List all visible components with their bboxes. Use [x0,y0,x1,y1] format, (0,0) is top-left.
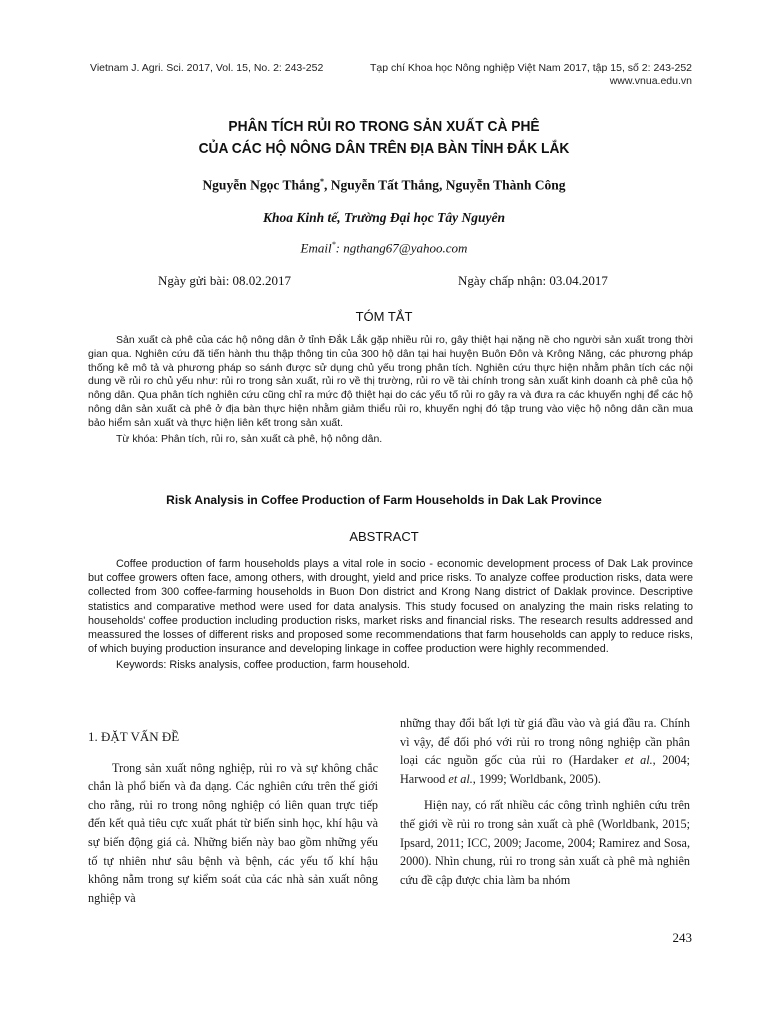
vn-abstract-heading: TÓM TẮT [355,309,413,324]
et-al: et al. [448,771,473,786]
journal-citation-en: Vietnam J. Agri. Sci. 2017, Vol. 15, No. 2: 243-252 [90,62,324,74]
vn-abstract [88,334,693,446]
email-line [0,240,768,256]
en-abstract-body: Coffee production of farm households plays a vital role in socio - economic development process of Dak Lak province but coffee growers often face, among others, with drought, yield and price risks. To analyze coffee production risks, data were collected from 300 coffee-farming households in Buon Don district and Krong Nang district of Daklak province. Descriptive statistics and comparative method were used for data analysis. This study focused on analyzing the main risks relating to households' coffee production including production risks, market risks and financial risks. The research results addressed and meassured the losses of different risks and proposed some recommendations that farm households can apply to reduce risks, of which buying production insurance and developing linkage in coffee production were highly recommended. [88,558,693,656]
paper-title-line2: CỦA CÁC HỘ NÔNG DÂN TRÊN ĐỊA BÀN TỈNH ĐẮK LẮK [198,140,570,157]
et-al: et al. [624,753,653,768]
body-paragraph: Hiện nay, có rất nhiều các công trình nghiên cứu trên thế giới về rủi ro trong sản xuất cà phê (Worldbank, 2015; Ipsard, 2011; ICC, 2009; Jacome, 2004; Ramirez and Sosa, 2000). Nhìn chung, rủi ro trong sản xuất cà phê mà nghiên cứu đề cập được chia làm ba nhóm [400,798,690,887]
author-mark: * [319,177,324,186]
author-first: Nguyễn Ngọc Thắng [202,177,320,193]
email-label: Email [300,240,332,256]
body-column-left [88,728,378,907]
email-mark: * [331,240,336,249]
paper-title-line1: PHÂN TÍCH RỦI RO TRONG SẢN XUẤT CÀ PHÊ [228,118,540,135]
journal-citation-vn-line: Tạp chí Khoa học Nông nghiệp Việt Nam 2017, tập 15, số 2: 243-252 [369,62,692,74]
en-abstract [88,557,693,673]
body-text: , 2004; Harwood [400,753,690,786]
section-heading: 1. ĐẶT VẤN ĐỀ [88,729,180,744]
vn-abstract-body: Sản xuất cà phê của các hộ nông dân ở tỉnh Đắk Lắk gặp nhiều rủi ro, gây thiệt hại nặng nề cho người sản xuất trong thời gian qua. Nghiên cứu đã tiến hành thu thập thông tin của 300 hộ dân tại hai huyện Buôn Đôn và Krông Năng, các phương pháp thống kê mô tả và phương pháp so sánh được sử dụng chủ yếu trong phân tích. Nghiên cứu thực hiện nhằm phân tích các nội dung về rủi ro chủ yếu như: rủi ro trong sản xuất, rủi ro về thị trường, rủi ro về tài chính trong sản xuất kinh doanh cà phê của hộ nông dân. Qua phân tích nghiên cứu cũng chỉ ra mức độ thiệt hại do các yếu tố rủi ro gây ra và đưa ra các khuyến nghị để các hộ nông dân sản xuất cà phê ở địa bàn thực hiện nhằm giảm thiểu rủi ro, khuyến nghị đó tập trung vào việc hộ nông dân cần mua bảo hiểm sản xuất và thực hiện liên kết trong sản xuất. [88,334,693,429]
body-paragraph-continued [400,714,690,788]
authors [0,177,768,194]
body-text: những thay đổi bất lợi từ giá đầu vào và giá đầu ra. Chính vì vậy, để đối phó với rủi ro trong nông nghiệp cần phân loại các nguồn gốc của rủi ro (Hardaker [400,716,690,768]
email-address[interactable]: : ngthang67@yahoo.com [335,240,468,256]
en-keywords: Keywords: Risks analysis, coffee production, farm household. [116,659,410,672]
body-text: , 1999; Worldbank, 2005). [472,771,601,786]
english-title: Risk Analysis in Coffee Production of Farm Households in Dak Lak Province [166,493,602,507]
date-sent: Ngày gửi bài: 08.02.2017 [158,273,292,288]
en-abstract-heading: ABSTRACT [349,529,419,544]
paper-title [31,116,738,160]
body-column-right [400,714,690,889]
date-accepted: Ngày chấp nhận: 03.04.2017 [458,273,608,288]
affiliation: Khoa Kinh tế, Trường Đại học Tây Nguyên [262,210,506,225]
page-number: 243 [672,930,692,945]
journal-citation-vn [370,62,692,88]
body-paragraph: Trong sản xuất nông nghiệp, rủi ro và sự không chắc chắn là phổ biến và đa dạng. Các nghiên cứu trên thế giới cho rằng, rủi ro trong nông nghiệp có liên quan trực tiếp đến kết quả tiêu cực xuất phát từ biến sinh học, khí hậu và sự biến động giá cả. Những biến này bao gồm những yếu tố tự nhiên như sâu bệnh và bệnh, các yếu tố khí hậu không nằm trong sự kiểm soát của các nhà sản xuất nông nghiệp và [88,760,378,905]
vn-keywords: Từ khóa: Phân tích, rủi ro, sản xuất cà phê, hộ nông dân. [116,432,383,445]
journal-website[interactable]: www.vnua.edu.vn [609,75,692,87]
author-rest: , Nguyễn Tất Thắng, Nguyễn Thành Công [323,177,566,193]
